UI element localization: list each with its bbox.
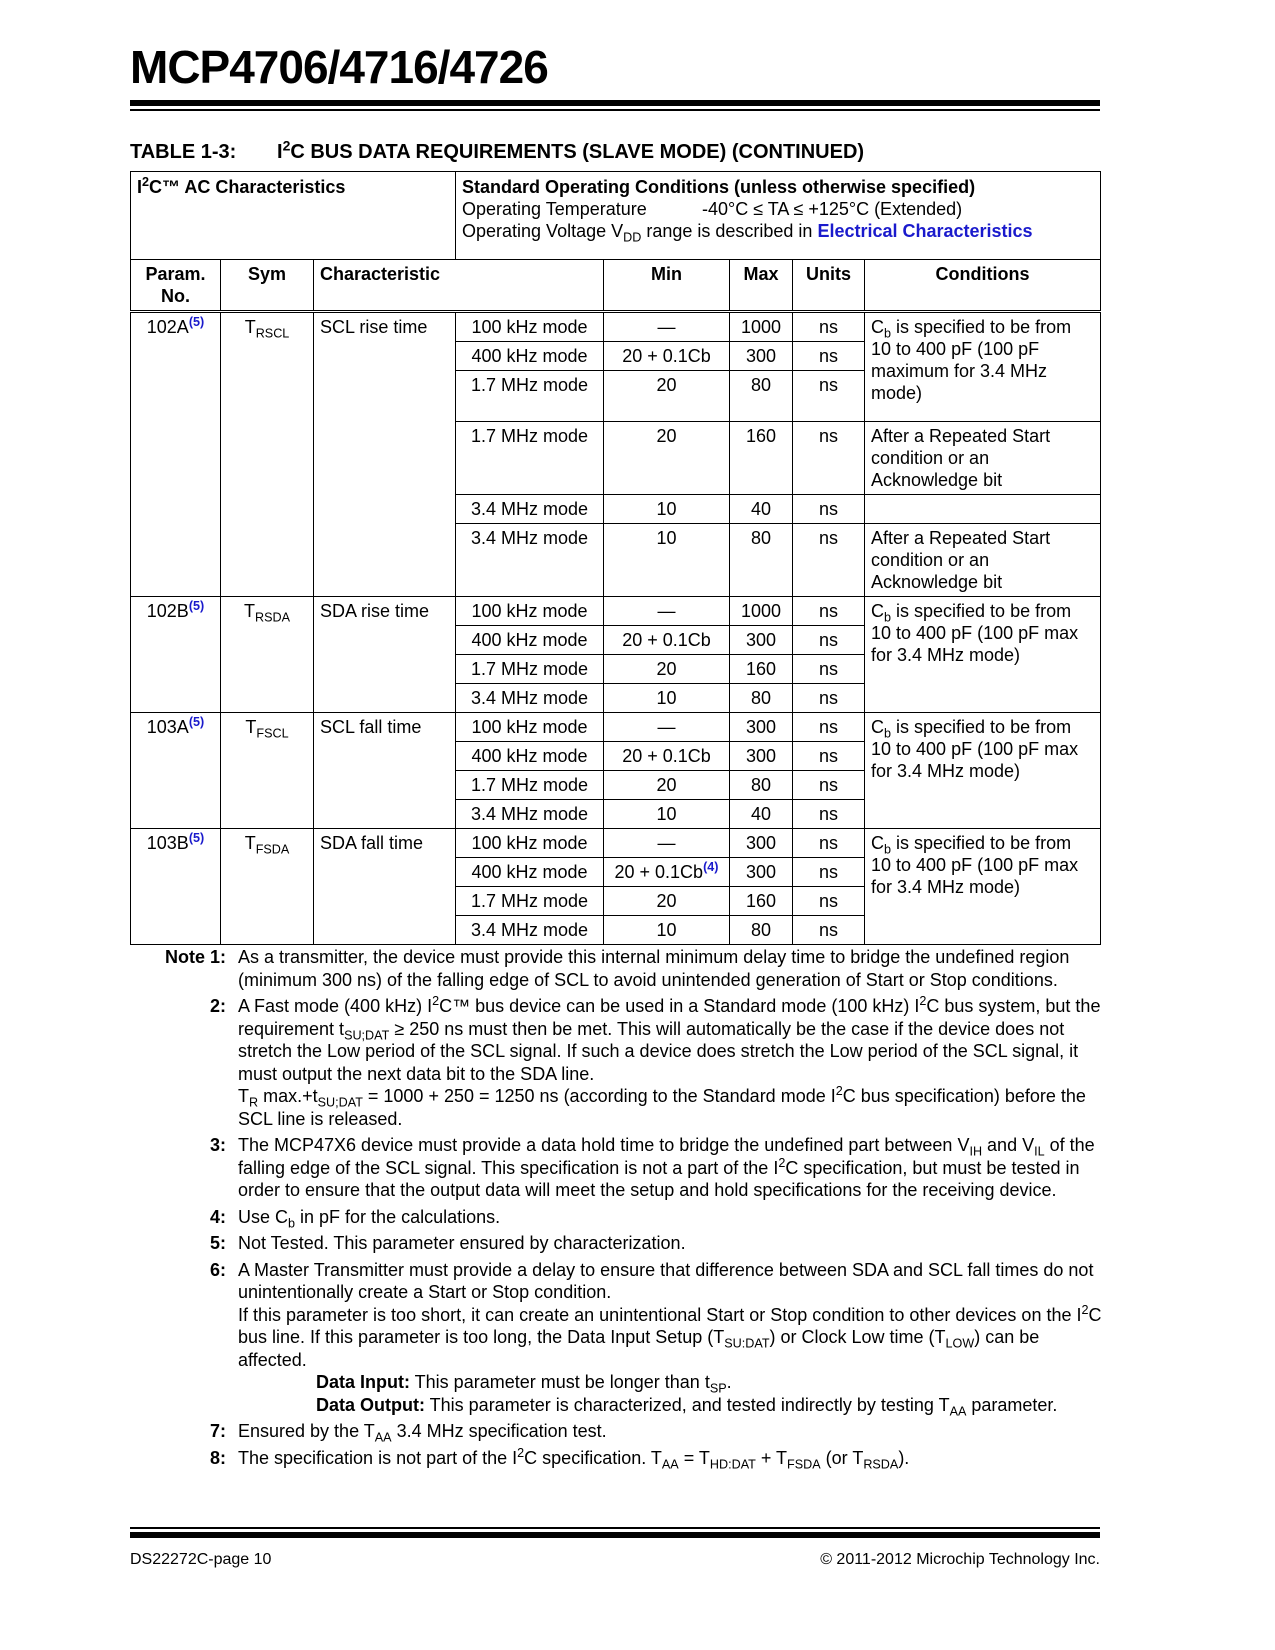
max-cell: 80 bbox=[730, 371, 793, 422]
note-2: 2: A Fast mode (400 kHz) $I^2C™$ bus device can be used in a Standard mode (100 kHz) $I^2C$ bus system, but the requirement $t_{SU;DAT} \ge 250$ ns must then be met. This will automatically be the case if the device does not stretch the Low period of the SCL signal. If such a device does stretch the Low period of the SCL signal, it must output the next data bit to the SDA line. $T_R$ $\max.+t_{SU;DAT} = 1000 + 250 = 1250$ ns (according to the Standard mode $I^2C$ bus specification) before the SCL line is released. bbox=[209, 994, 1101, 1129]
conditions-cell bbox=[865, 495, 1101, 524]
max-cell: 300 bbox=[730, 742, 793, 771]
col-conditions: Conditions bbox=[865, 260, 1101, 312]
min-cell: — bbox=[604, 829, 730, 858]
note-7: 7: Ensured by the $T_{AA}$ 3.4 MHz specification test. bbox=[209, 1421, 607, 1445]
note-4: 4: Use $C_b$ in pF for the calculations. bbox=[209, 1206, 501, 1231]
min-cell: 20 bbox=[604, 422, 730, 495]
max-cell: 80 bbox=[730, 771, 793, 800]
page-title: MCP4706/4716/4726 bbox=[130, 41, 548, 93]
mode-cell: 1.7 MHz mode bbox=[456, 771, 604, 800]
units-cell: ns bbox=[793, 495, 865, 524]
units-cell: ns bbox=[793, 713, 865, 742]
max-cell: 40 bbox=[730, 800, 793, 829]
param-cell: 103B$^{(5)}$ bbox=[131, 829, 221, 945]
mode-cell: 3.4 MHz mode bbox=[456, 916, 604, 945]
table-caption bbox=[130, 137, 865, 164]
mode-cell: 400 kHz mode bbox=[456, 742, 604, 771]
note-8: 8: The specification is not part of the $I^2C$ specification. $T_{AA} = T_{HD:DAT} + T_{FSDA}$ (or $T_{RSDA}$). bbox=[209, 1445, 910, 1472]
header-rule-thin bbox=[130, 109, 1100, 111]
min-cell: 20 + 0.1Cb bbox=[604, 626, 730, 655]
units-cell: ns bbox=[793, 684, 865, 713]
conditions-cell: $C_b$ is specified to be from 10 to 400 pF (100 pF max for 3.4 MHz mode) bbox=[865, 713, 1101, 829]
max-cell: 300 bbox=[730, 829, 793, 858]
ac-characteristics-label: $I^2C™$ AC Characteristics bbox=[131, 172, 456, 260]
max-cell: 80 bbox=[730, 684, 793, 713]
sym-cell: $T_{RSCL}$ bbox=[221, 312, 314, 597]
table-row bbox=[131, 597, 1101, 626]
mode-cell: 100 kHz mode bbox=[456, 829, 604, 858]
header-rule bbox=[130, 100, 1100, 106]
max-cell: 80 bbox=[730, 524, 793, 597]
min-cell: 10 bbox=[604, 524, 730, 597]
page-number: DS22272C-page 10 bbox=[130, 1551, 272, 1568]
mode-cell: 1.7 MHz mode bbox=[456, 371, 604, 422]
units-cell: ns bbox=[793, 597, 865, 626]
max-cell: 300 bbox=[730, 626, 793, 655]
operating-conditions bbox=[456, 172, 1101, 260]
units-cell: ns bbox=[793, 371, 865, 422]
min-cell: 10 bbox=[604, 495, 730, 524]
sym-cell: $T_{FSDA}$ bbox=[221, 829, 314, 945]
sym-cell: $T_{RSDA}$ bbox=[221, 597, 314, 713]
units-cell: ns bbox=[793, 655, 865, 684]
units-cell: ns bbox=[793, 626, 865, 655]
op-voltage: Operating Voltage $V_{DD}$ range is described in Electrical Characteristics bbox=[462, 221, 1033, 245]
units-cell: ns bbox=[793, 422, 865, 495]
units-cell: ns bbox=[793, 800, 865, 829]
footer-rule-thick bbox=[130, 1532, 1100, 1538]
note-5: 5: Not Tested. This parameter ensured by characterization. bbox=[209, 1233, 686, 1253]
units-cell: ns bbox=[793, 829, 865, 858]
conditions-cell: After a Repeated Start condition or an Acknowledge bit bbox=[865, 524, 1101, 597]
column-header-row bbox=[131, 260, 1101, 312]
units-cell: ns bbox=[793, 887, 865, 916]
mode-cell: 3.4 MHz mode bbox=[456, 495, 604, 524]
col-max: Max bbox=[730, 260, 793, 312]
min-cell: 10 bbox=[604, 800, 730, 829]
max-cell: 40 bbox=[730, 495, 793, 524]
min-cell: 10 bbox=[604, 684, 730, 713]
min-cell: 10 bbox=[604, 916, 730, 945]
mode-cell: 100 kHz mode bbox=[456, 713, 604, 742]
min-cell: 20 bbox=[604, 771, 730, 800]
min-cell: 20 bbox=[604, 887, 730, 916]
table-row bbox=[131, 312, 1101, 342]
col-min: Min bbox=[604, 260, 730, 312]
table-row bbox=[131, 829, 1101, 858]
footer-rule bbox=[130, 1527, 1100, 1529]
op-temp: Operating Temperature -40°C ≤ TA ≤ +125°C (Extended) bbox=[462, 199, 963, 219]
characteristic-cell: SDA fall time bbox=[314, 829, 456, 945]
table-number: TABLE 1-3: bbox=[130, 141, 237, 163]
notes-section bbox=[130, 946, 1110, 1473]
max-cell: 80 bbox=[730, 916, 793, 945]
conditions-cell: $C_b$ is specified to be from 10 to 400 pF (100 pF maximum for 3.4 MHz mode) bbox=[865, 312, 1101, 422]
table-title-prefix: I bbox=[277, 141, 283, 163]
characteristic-cell: SCL rise time bbox=[314, 312, 456, 597]
note-6: 6: A Master Transmitter must provide a delay to ensure that difference between SDA and SCL fall times do not unintentionally create a Start or Stop condition. If this parameter is too short, it can create an unintentional Start or Stop condition to other devices on the $I^2C$ bus line. If this parameter is too long, the Data Input Setup $(T_{SU:DAT})$ or Clock Low time $(T_{LOW})$ can be affected. Data Input: This parameter must be longer than $t_{SP}$. Data Output: This parameter is characterized, and tested indirectly by testing $T_{AA}$ parameter. bbox=[209, 1259, 1102, 1419]
min-cell: 20 bbox=[604, 655, 730, 684]
mode-cell: 3.4 MHz mode bbox=[456, 800, 604, 829]
min-cell: — bbox=[604, 713, 730, 742]
mode-cell: 100 kHz mode bbox=[456, 597, 604, 626]
param-cell: 103A$^{(5)}$ bbox=[131, 713, 221, 829]
min-cell: 20 + 0.1Cb bbox=[604, 742, 730, 771]
std-conditions: Standard Operating Conditions (unless otherwise specified) bbox=[462, 177, 976, 197]
units-cell: ns bbox=[793, 524, 865, 597]
max-cell: 300 bbox=[730, 858, 793, 887]
conditions-cell: $C_b$ is specified to be from 10 to 400 pF (100 pF max for 3.4 MHz mode) bbox=[865, 829, 1101, 945]
max-cell: 160 bbox=[730, 422, 793, 495]
mode-cell: 400 kHz mode bbox=[456, 858, 604, 887]
param-cell: 102B$^{(5)}$ bbox=[131, 597, 221, 713]
col-characteristic: Characteristic bbox=[314, 260, 604, 312]
characteristic-cell: SDA rise time bbox=[314, 597, 456, 713]
min-cell: 20 + 0.1Cb$^{(4)}$ bbox=[604, 858, 730, 887]
spec-table bbox=[130, 171, 1101, 945]
units-cell: ns bbox=[793, 312, 865, 342]
electrical-characteristics-link[interactable]: Electrical Characteristics bbox=[817, 221, 1033, 241]
note-3: 3: The MCP47X6 device must provide a data hold time to bridge the undefined part between $V_{IH}$ and $V_{IL}$ of the falling edge of the SCL signal. This specification is not a part of the $I^2C$ specification, but must be tested in order to ensure that the output data will meet the setup and hold specifications for the receiving device. bbox=[209, 1135, 1095, 1200]
min-cell: 20 bbox=[604, 371, 730, 422]
mode-cell: 1.7 MHz mode bbox=[456, 887, 604, 916]
max-cell: 160 bbox=[730, 887, 793, 916]
mode-cell: 1.7 MHz mode bbox=[456, 655, 604, 684]
min-cell: — bbox=[604, 597, 730, 626]
max-cell: 160 bbox=[730, 655, 793, 684]
max-cell: 300 bbox=[730, 342, 793, 371]
table-title-sup: 2 bbox=[282, 137, 291, 154]
min-cell: 20 + 0.1Cb bbox=[604, 342, 730, 371]
units-cell: ns bbox=[793, 342, 865, 371]
col-units: Units bbox=[793, 260, 865, 312]
copyright: © 2011-2012 Microchip Technology Inc. bbox=[820, 1551, 1100, 1568]
min-cell: — bbox=[604, 312, 730, 342]
conditions-cell: After a Repeated Start condition or an Acknowledge bit bbox=[865, 422, 1101, 495]
max-cell: 1000 bbox=[730, 597, 793, 626]
mode-cell: 400 kHz mode bbox=[456, 626, 604, 655]
conditions-cell: $C_b$ is specified to be from 10 to 400 pF (100 pF max for 3.4 MHz mode) bbox=[865, 597, 1101, 713]
max-cell: 1000 bbox=[730, 312, 793, 342]
table-row bbox=[131, 713, 1101, 742]
max-cell: 300 bbox=[730, 713, 793, 742]
mode-cell: 400 kHz mode bbox=[456, 342, 604, 371]
mode-cell: 1.7 MHz mode bbox=[456, 422, 604, 495]
table-title: C BUS DATA REQUIREMENTS (SLAVE MODE) (CONTINUED) bbox=[290, 141, 865, 163]
mode-cell: 3.4 MHz mode bbox=[456, 684, 604, 713]
note-1: Note 1: As a transmitter, the device must provide this internal minimum delay time to bridge the undefined region (minimum 300 ns) of the falling edge of SCL to avoid unintended generation of Start or Stop conditions. bbox=[164, 947, 1070, 990]
sym-cell: $T_{FSCL}$ bbox=[221, 713, 314, 829]
mode-cell: 100 kHz mode bbox=[456, 312, 604, 342]
param-cell: 102A$^{(5)}$ bbox=[131, 312, 221, 597]
col-sym: Sym bbox=[221, 260, 314, 312]
units-cell: ns bbox=[793, 771, 865, 800]
units-cell: ns bbox=[793, 916, 865, 945]
mode-cell: 3.4 MHz mode bbox=[456, 524, 604, 597]
units-cell: ns bbox=[793, 742, 865, 771]
col-param: Param. No. bbox=[131, 260, 221, 312]
units-cell: ns bbox=[793, 858, 865, 887]
characteristic-cell: SCL fall time bbox=[314, 713, 456, 829]
